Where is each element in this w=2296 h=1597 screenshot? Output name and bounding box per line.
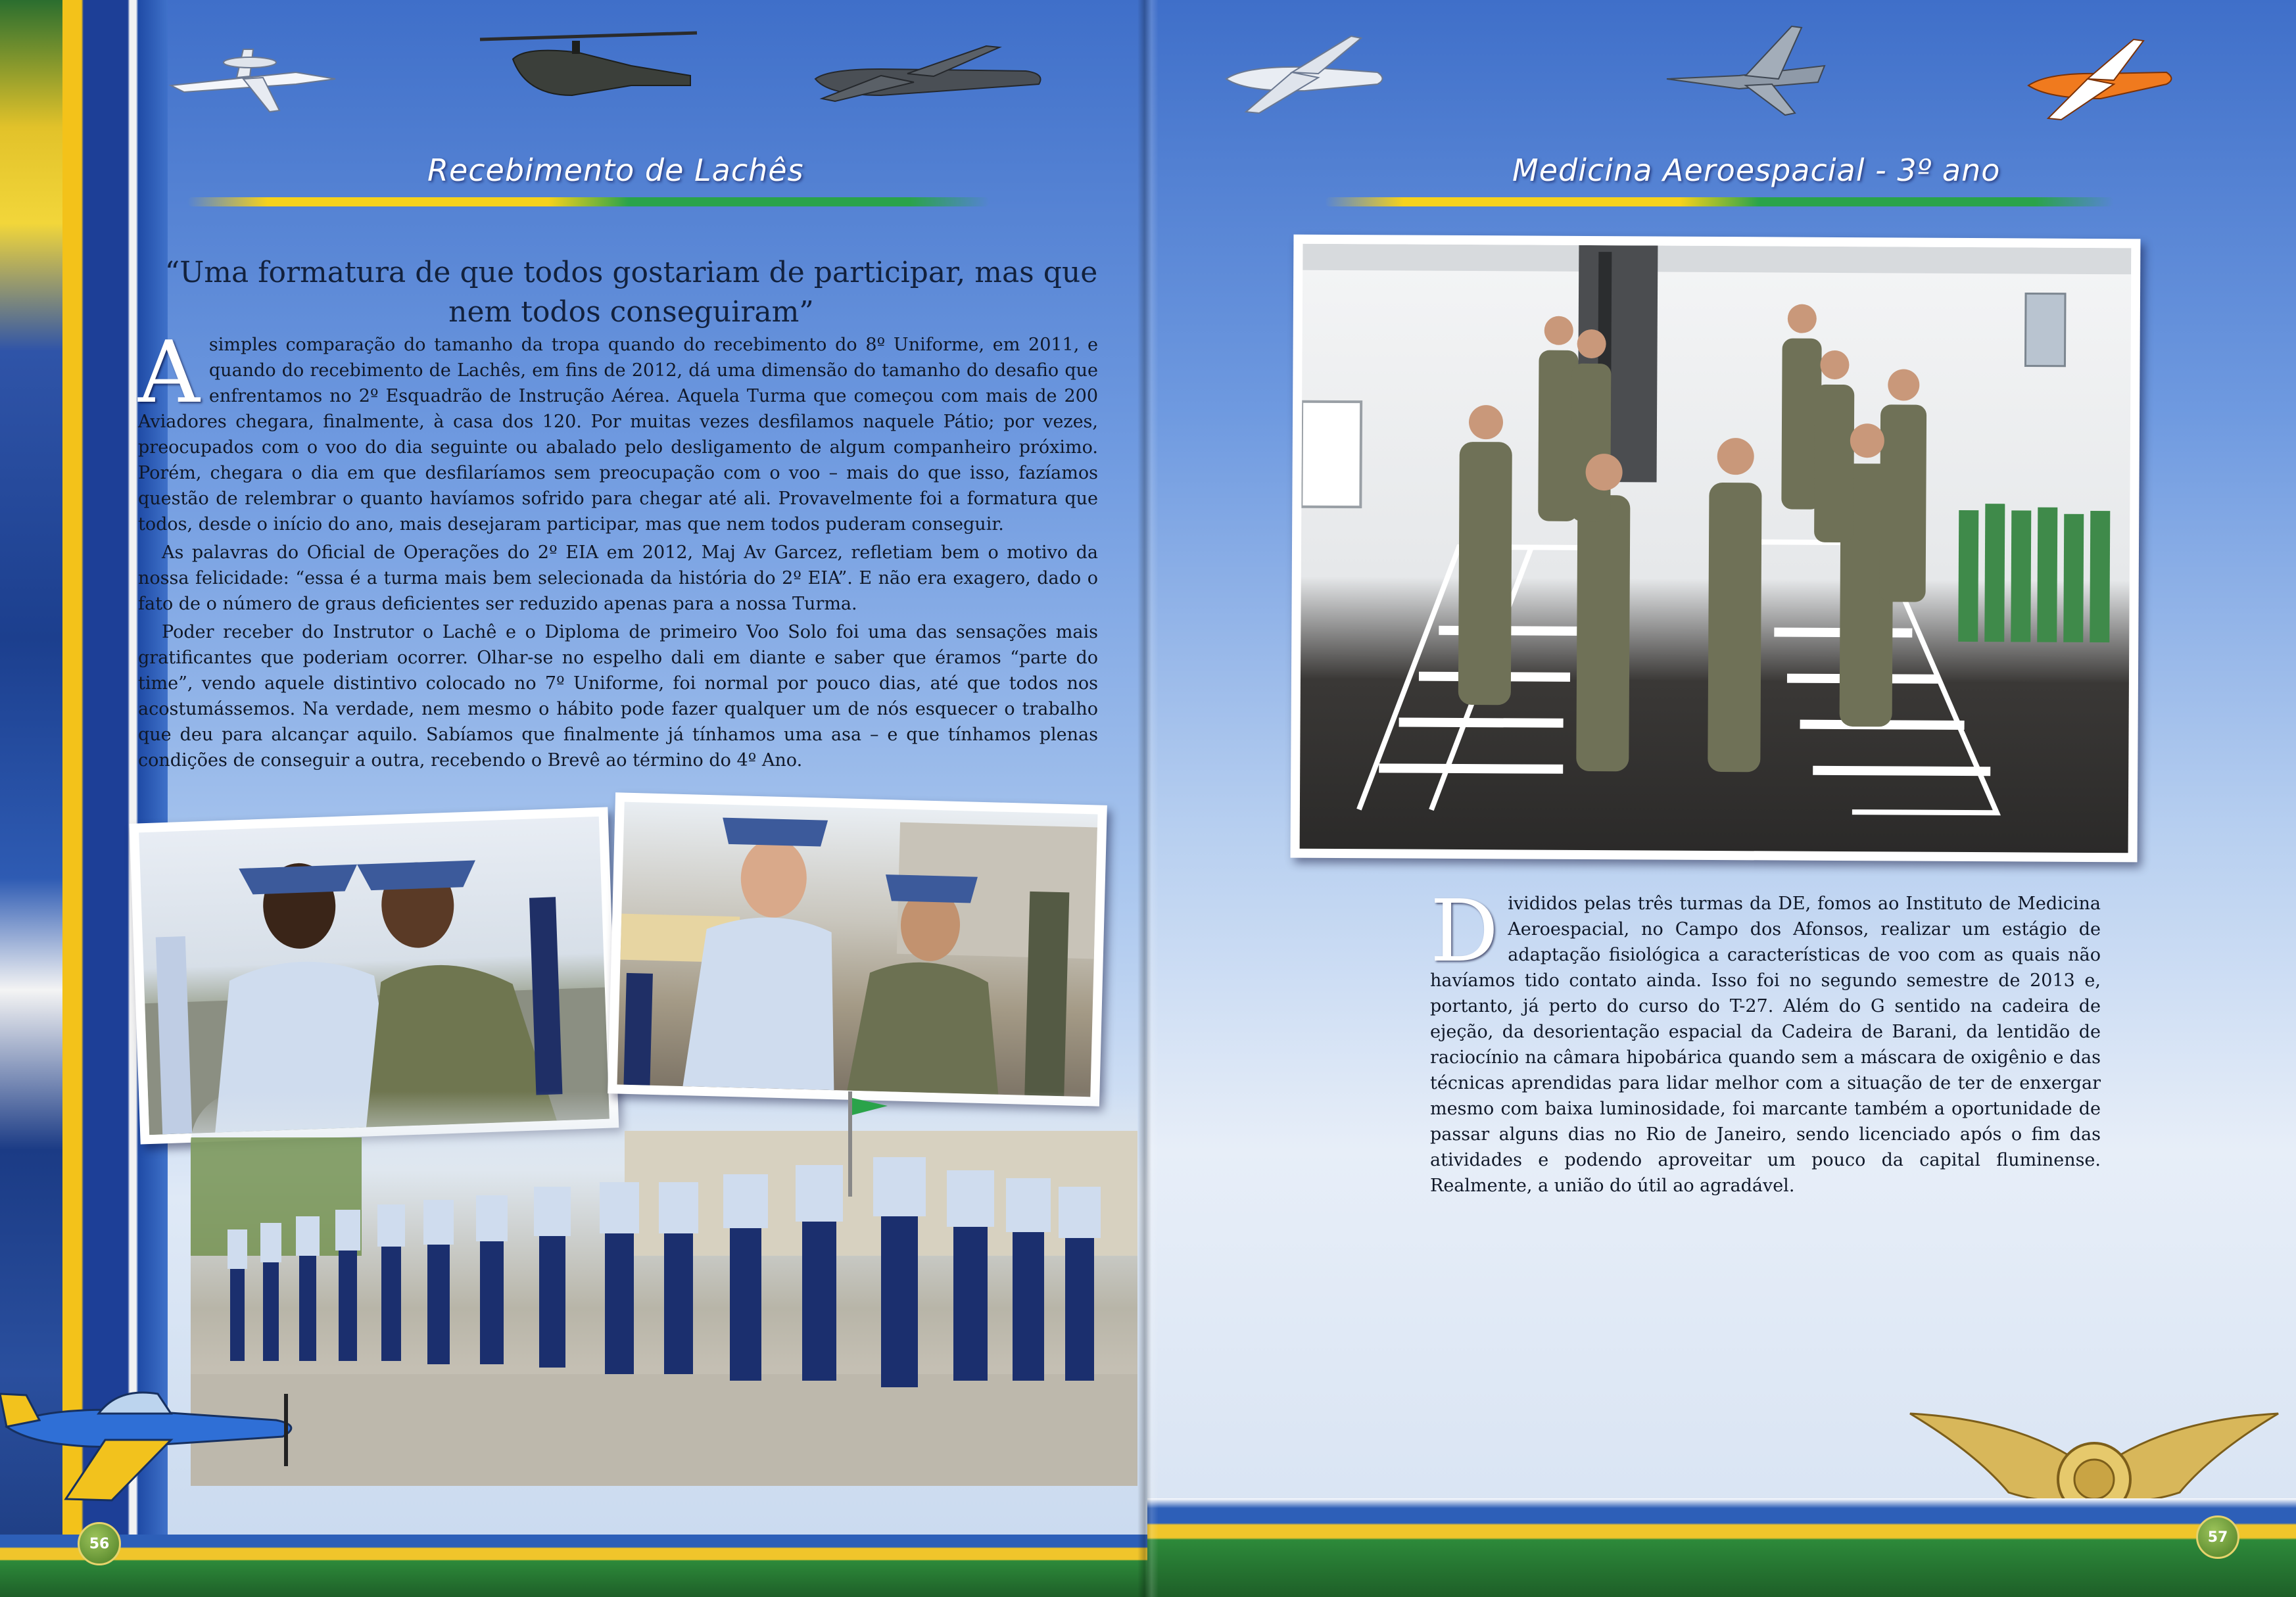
title-rule — [187, 197, 990, 206]
page-number-left: 56 — [78, 1522, 121, 1565]
awacs-jet-icon — [164, 26, 342, 118]
section-title-medicina: Medicina Aeroespacial - 3º ano — [1512, 153, 2001, 188]
helicopter-icon — [473, 20, 710, 118]
photo-content — [617, 802, 1097, 1097]
photo-content — [191, 1091, 1137, 1486]
cargo-jet-icon — [802, 33, 1052, 125]
section-title-laches: Recebimento de Lachês — [427, 153, 804, 188]
paragraph: As palavras do Oficial de Operações do 2º EIA em 2012, Maj Av Garcez, refletiam bem o motivo da nossa felicidade: “essa é a turma mais bem selecionada da história do 2º EIA”. E não era exagero, dado o fato de o número de graus deficientes ser reduzido apenas para a nossa Turma. — [138, 542, 1098, 614]
trainer-aircraft-icon — [2022, 33, 2180, 125]
photo-medicina-group — [1291, 235, 2141, 863]
photo-content — [1300, 244, 2132, 853]
left-page — [0, 0, 1147, 1597]
photo-lache-ceremony-2 — [608, 792, 1107, 1106]
paragraph: Poder receber do Instrutor o Lachê e o Diploma de primeiro Voo Solo foi uma das sensações mais gratificantes que poderiam ocorrer. Olhar-se no espelho dali em diante e saber que éramos “parte do time”, vendo aquele distintivo colocado no 7º Uniforme, foi normal por pouco dias, até que todos nos acostumássemos. Na verdade, nem mesmo o hábito pode fazer qualquer um de nós esquecer o trabalho que deu para alcançar aquilo. Sabíamos que finalmente já tínhamos uma asa – e que tínhamos plenas condições de conseguir a outra, recebendo o Brevê ao término do 4º Ano. — [138, 622, 1098, 771]
patrol-aircraft-icon — [1220, 26, 1391, 118]
quote: “Uma formatura de que todos gostariam de participar, mas que nem todos conseguiram” — [164, 256, 1098, 329]
fighter-jet-icon — [1660, 20, 1831, 118]
dropcap: D — [1430, 881, 1499, 981]
dropcap: A — [138, 322, 200, 422]
article-body-right — [1430, 881, 2101, 1201]
bottom-flag-band — [1147, 1498, 2296, 1597]
tucano-aircraft-icon — [0, 1348, 309, 1519]
paragraph: ivididos pelas três turmas da DE, fomos ao Instituto de Medicina Aeroespacial, no Campo dos Afonsos, realizar um estágio de adaptação fisiológica a características de voo com as quais não havíamos tido contato ainda. Isso foi no segundo semestre de 2013 e, portanto, já perto do curso do T-27. Além do G sentido na cadeira de ejeção, da desorientação espacial da Cadeira de Barani, da lentidão de raciocínio na câmara hipobárica quando sem a máscara de oxigênio e das técnicas aprendidas para lidar melhor com a situação de ter de enxergar mesmo com baixa luminosidade, foi marcante também a oportunidade de passar alguns dias no Rio de Janeiro, sendo licenciado após o fim das atividades e podendo aproveitar um pouco da capital fluminense. Realmente, a união do útil ao agradável. — [1430, 894, 2101, 1196]
article-body-left — [138, 322, 1098, 776]
right-page — [1147, 0, 2296, 1597]
photo-formation-parade — [191, 1091, 1137, 1486]
book-spine — [1137, 0, 1159, 1597]
title-rule — [1325, 197, 2114, 206]
page-number-right: 57 — [2196, 1515, 2239, 1559]
bottom-flag-band — [0, 1535, 1147, 1597]
photo-content — [139, 817, 610, 1135]
paragraph: simples comparação do tamanho da tropa quando do recebimento do 8º Uniforme, em 2011, e quando do recebimento de Lachês, em fins de 2012, dá uma dimensão do tamanho do desafio que enfrentamos no 2º Esquadrão de Instrução Aérea. Aquela Turma que começou com mais de 200 Aviadores chegara, finalmente, à casa dos 120. Por muitas vezes desfilamos naquele Pátio; por vezes, preocupados com o voo do dia seguinte ou abalado pelo desligamento de algum companheiro próximo. Porém, chegara o dia em que desfilaríamos sem preocupação com o voo – mais do que isso, fazíamos questão de relembrar o quanto havíamos sofrido para chegar até ali. Provavelmente foi a formatura que todos, desde o início do ano, mais desejaram participar, mas que nem todos puderam conseguir. — [138, 335, 1098, 535]
